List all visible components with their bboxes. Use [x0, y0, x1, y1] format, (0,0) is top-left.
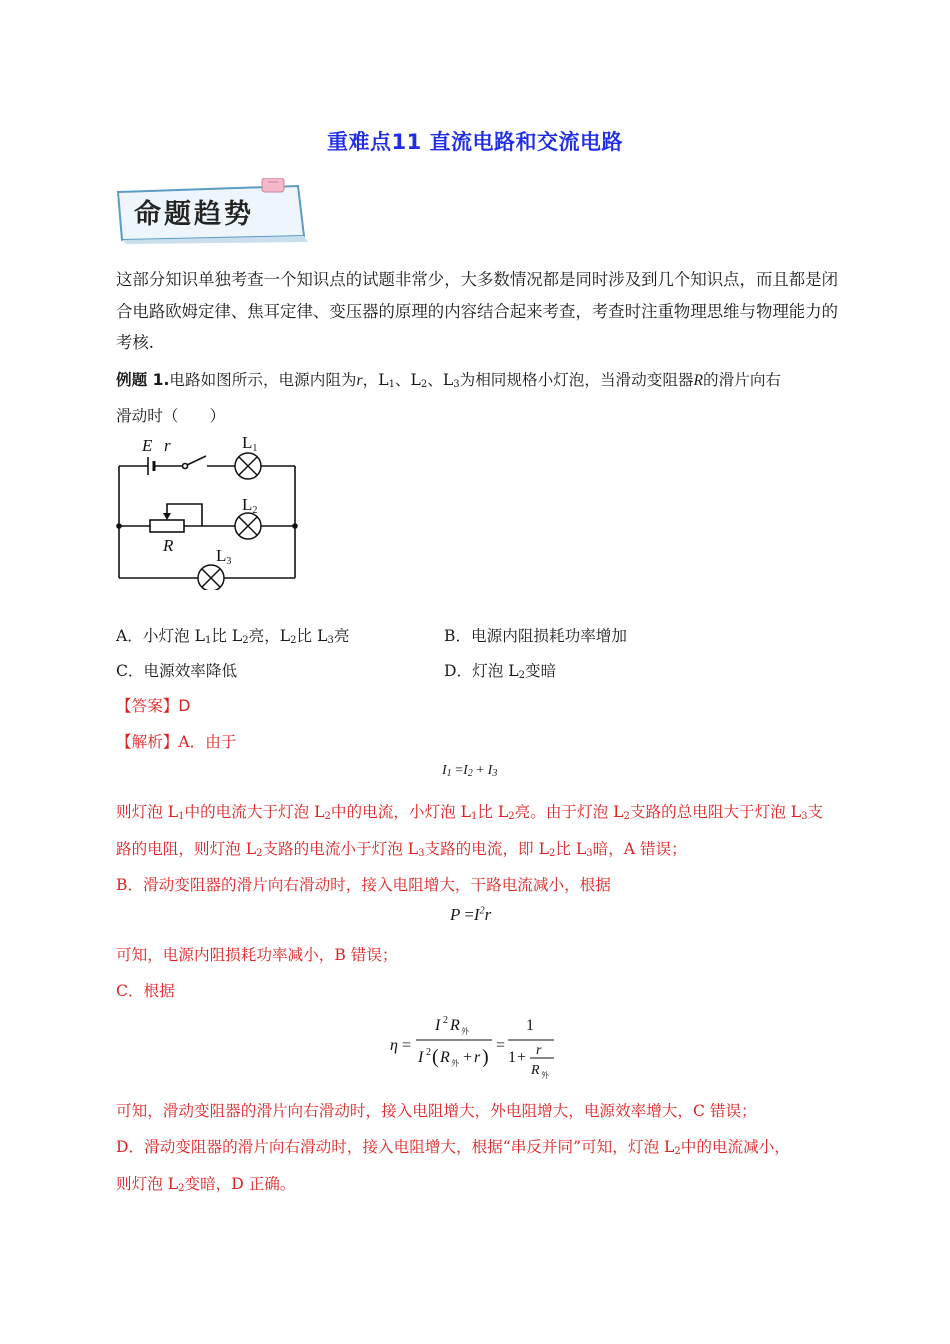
label-l3: L3 [216, 546, 232, 567]
analysis-d-line2: 则灯泡 $L_2$变暗，D 正确。 [116, 1175, 296, 1194]
svg-text:I: I [435, 1017, 441, 1034]
option-a: A．小灯泡 $L_1$比 $L_2$亮，$L_2$比 $L_3$亮 [116, 627, 350, 646]
svg-text:R: R [440, 1049, 450, 1066]
analysis-d-line1: D．滑动变阻器的滑片向右滑动时，接入电阻增大，根据“串反并同”可知，灯泡 $L_2$中的电流减小， [116, 1138, 790, 1157]
analysis-a-start: 【解析】A．由于 [116, 733, 237, 751]
analysis-c-line: C．根据 [116, 982, 175, 1000]
svg-text:1: 1 [526, 1017, 534, 1034]
analysis-c-conclusion: 可知，滑动变阻器的滑片向右滑动时，接入电阻增大，外电阻增大，电源效率增大，C 错误； [116, 1102, 757, 1120]
svg-text:2: 2 [426, 1047, 431, 1058]
circuit-diagram [110, 430, 310, 590]
option-c: C．电源效率降低 [116, 662, 238, 680]
analysis-a-line1: 则灯泡 $L_1$中的电流大于灯泡 $L_2$中的电流，小灯泡 $L_1$比 $L_2$亮。由于灯泡 $L_2$支路的总电阻大于灯泡 $L_3$支 [116, 803, 824, 822]
svg-text:): ) [482, 1046, 489, 1068]
svg-text:外: 外 [461, 1027, 469, 1036]
analysis-b-conclusion: 可知，电源内阻损耗功率减小，B 错误； [116, 946, 398, 964]
svg-text:=: = [402, 1037, 412, 1054]
label-l2: L2 [242, 495, 258, 516]
example-question-line2: 滑动时（ ） [116, 407, 226, 425]
svg-text:r: r [474, 1049, 481, 1066]
svg-text:R: R [450, 1017, 460, 1034]
svg-text:外: 外 [451, 1059, 459, 1068]
answer-line: 【答案】D [116, 697, 191, 715]
svg-text:R: R [531, 1063, 540, 1078]
svg-text:+: + [517, 1049, 527, 1066]
svg-text:η: η [390, 1037, 398, 1054]
svg-text:+: + [463, 1049, 473, 1066]
label-r: r [164, 436, 171, 455]
svg-text:(: ( [432, 1046, 439, 1068]
label-l1: L1 [242, 433, 258, 454]
svg-text:2: 2 [443, 1015, 448, 1026]
svg-text:1: 1 [508, 1049, 516, 1066]
intro-paragraph: 这部分知识单独考查一个知识点的试题非常少，大多数情况都是同时涉及到几个知识点，而且都是闭合电路欧姆定律、焦耳定律、变压器的原理的内容结合起来考查，考查时注重物理思维与物理能力的考核. [116, 270, 838, 352]
svg-text:I: I [418, 1049, 424, 1066]
equation-power: $P =I^2r$ [450, 905, 492, 924]
lamp-l3-icon [198, 565, 224, 590]
slider-arrow-icon [163, 513, 171, 520]
section-banner [112, 178, 312, 246]
lamp-l1-icon [235, 453, 261, 479]
equation-efficiency [388, 1010, 568, 1086]
equation-current-sum: $I_1 =I_2 + I_3$ [442, 763, 498, 779]
page-title: 重难点11 直流电路和交流电路 [326, 130, 624, 154]
analysis-b-line: B．滑动变阻器的滑片向右滑动时，接入电阻增大，干路电流减小，根据 [116, 876, 611, 894]
example-question-line1: 例题 1.电路如图所示，电源内阻为r，$L_1$、$L_2$、$L_3$为相同规格小灯泡，当滑动变阻器R的滑片向右 [116, 371, 782, 390]
analysis-a-line2: 路的电阻，则灯泡 $L_2$支路的电流小于灯泡 $L_3$支路的电流，即 $L_2$比 $L_3$暗，A 错误； [116, 840, 687, 859]
label-R: R [163, 536, 174, 555]
label-e: E [142, 436, 153, 455]
svg-text:r: r [536, 1043, 542, 1058]
option-b: B．电源内阻损耗功率增加 [444, 627, 627, 645]
svg-text:=: = [496, 1037, 506, 1054]
lamp-l2-icon [235, 513, 261, 539]
svg-text:外: 外 [541, 1071, 549, 1080]
option-d: D．灯泡 $L_2$变暗 [444, 662, 557, 681]
banner-label: 命题趋势 [134, 199, 254, 230]
